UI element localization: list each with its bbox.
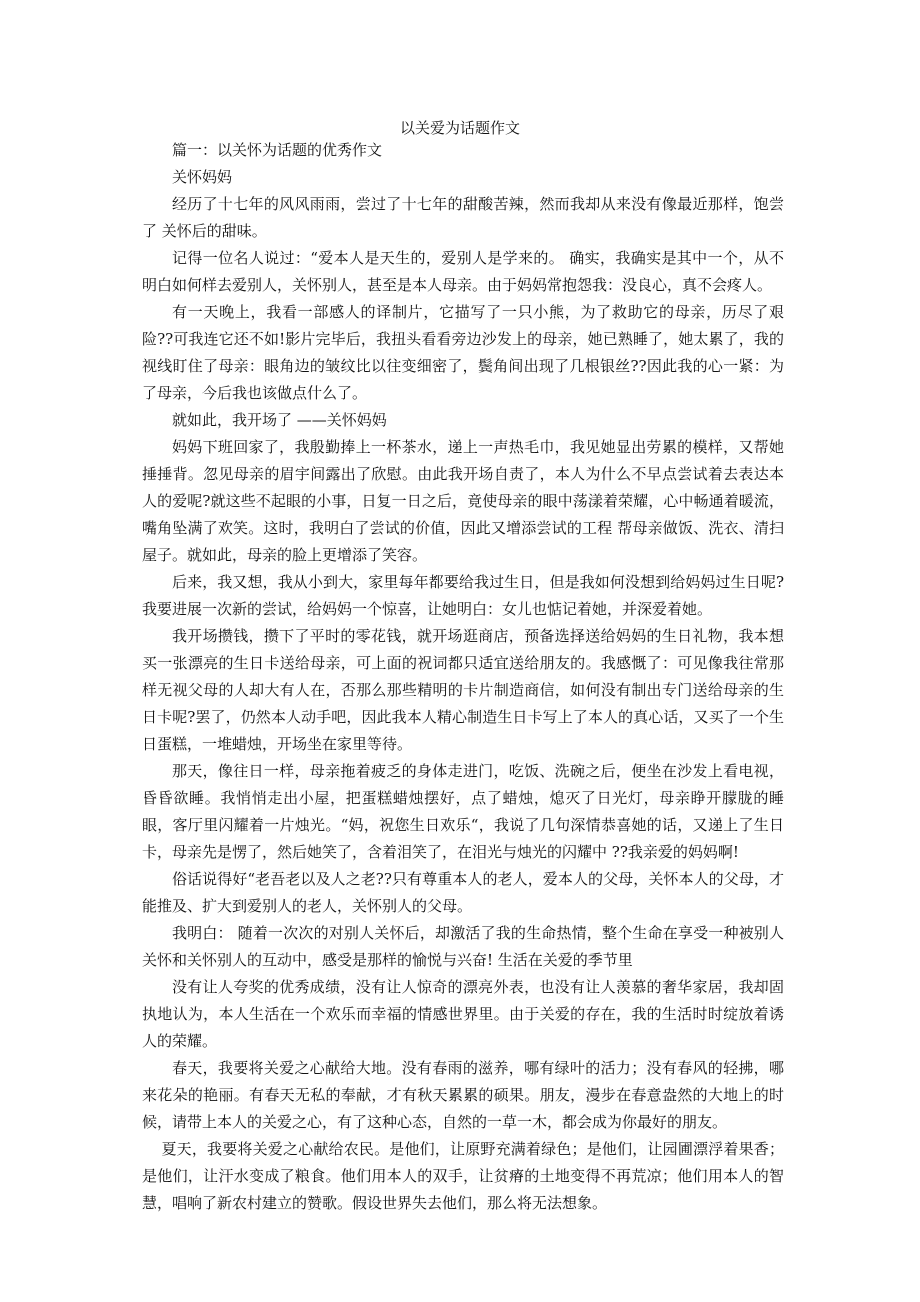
paragraph: 有一天晚上，我看一部感人的译制片，它描写了一只小熊，为了救助它的母亲，历尽了艰险??可我连它还不如!影片完毕后，我扭头看看旁边沙发上的母亲，她已熟睡了，她太累了，我的视线盯住了母亲：眼角边的皱纹比以往变细密了，鬓角间出现了几根银丝??因此我的心一紧：为了母亲，今后我也该做点什么了。 xyxy=(142,303,784,402)
paragraph: 就如此，我开场了 ——关怀妈妈 xyxy=(172,411,387,429)
section-heading: 篇一：以关怀为话题的优秀作文 xyxy=(172,141,383,159)
paragraph: 后来，我又想，我从小到大，家里每年都要给我过生日，但是我如何没想到给妈妈过生日呢?我要进展一次新的尝试，给妈妈一个惊喜，让她明白：女儿也惦记着她，并深爱着她。 xyxy=(142,573,784,618)
document-body xyxy=(142,137,784,1217)
paragraph: 记得一位名人说过：“爱本人是天生的，爱别人是学来的。 确实，我确实是其中一个，从不明白如何样去爱别人，关怀别人，甚至是本人母亲。由于妈妈常抱怨我：没良心，真不会疼人。 xyxy=(142,249,784,294)
paragraph: 那天，像往日一样，母亲拖着疲乏的身体走进门，吃饭、洗碗之后，便坐在沙发上看电视，昏昏欲睡。我悄悄走出小屋，把蛋糕蜡烛摆好，点了蜡烛，熄灭了日光灯，母亲睁开朦胧的睡眼，客厅里闪耀着一片烛光。“妈，祝您生日欢乐“，我说了几句深情恭喜她的话，又递上了生日卡，母亲先是愣了，然后她笑了，含着泪笑了，在泪光与烛光的闪耀中 ??我亲爱的妈妈啊! xyxy=(142,762,784,861)
paragraph: 妈妈下班回家了，我殷勤捧上一杯茶水，递上一声热毛巾，我见她显出劳累的模样，又帮她捶捶背。忽见母亲的眉宇间露出了欣慰。由此我开场自责了，本人为什么不早点尝试着去表达本人的爱呢?就这些不起眼的小事，日复一日之后，竟使母亲的眼中荡漾着荣耀，心中畅通着暖流，嘴角坠满了欢笑。这时，我明白了尝试的价值，因此又增添尝试的工程 帮母亲做饭、洗衣、清扫屋子。就如此，母亲的脸上更增添了笑容。 xyxy=(142,438,784,564)
paragraph: 没有让人夸奖的优秀成绩，没有让人惊奇的漂亮外表，也没有让人羡慕的奢华家居，我却固执地认为，本人生活在一个欢乐而幸福的情感世界里。由于关爱的存在，我的生活时时绽放着诱人的荣耀。 xyxy=(142,978,784,1050)
paragraph: 春天，我要将关爱之心献给大地。没有春雨的滋养，哪有绿叶的活力；没有春风的轻拂，哪来花朵的艳丽。有春天无私的奉献，才有秋天累累的硕果。朋友，漫步在春意盎然的大地上的时候，请带上本人的关爱之心，有了这种心态，自然的一草一木，都会成为你最好的朋友。 xyxy=(142,1059,784,1131)
paragraph: 我开场攒钱，攒下了平时的零花钱，就开场逛商店，预备选择送给妈妈的生日礼物，我本想买一张漂亮的生日卡送给母亲，可上面的祝词都只适宜送给朋友的。我感慨了：可见像我往常那样无视父母的人却大有人在，否那么那些精明的卡片制造商信，如何没有制出专门送给母亲的生日卡呢?罢了，仍然本人动手吧，因此我本人精心制造生日卡写上了本人的真心话，又买了一个生日蛋糕，一堆蜡烛，开场坐在家里等待。 xyxy=(142,627,784,753)
paragraph: 夏天，我要将关爱之心献给农民。是他们，让原野充满着绿色；是他们，让园圃漂浮着果香；是他们，让汗水变成了粮食。他们用本人的双手，让贫瘠的土地变得不再荒凉；他们用本人的智慧，唱响了新农村建立的赞歌。假设世界失去他们，那么将无法想象。 xyxy=(142,1140,784,1212)
paragraph: 俗话说得好“老吾老以及人之老??只有尊重本人的老人，爱本人的父母，关怀本人的父母，才能推及、扩大到爱别人的老人，关怀别人的父母。 xyxy=(142,870,784,915)
paragraph: 经历了十七年的风风雨雨，尝过了十七年的甜酸苦辣，然而我却从来没有像最近那样，饱尝了 关怀后的甜味。 xyxy=(142,195,784,240)
paragraph: 我明白： 随着一次次的对别人关怀后，却激活了我的生命热情，整个生命在享受一种被别人 关怀和关怀别人的互动中，感受是那样的愉悦与兴奋! 生活在关爱的季节里 xyxy=(142,924,784,969)
essay-title: 关怀妈妈 xyxy=(172,168,233,186)
document-title: 以关爱为话题作文 xyxy=(399,119,520,137)
